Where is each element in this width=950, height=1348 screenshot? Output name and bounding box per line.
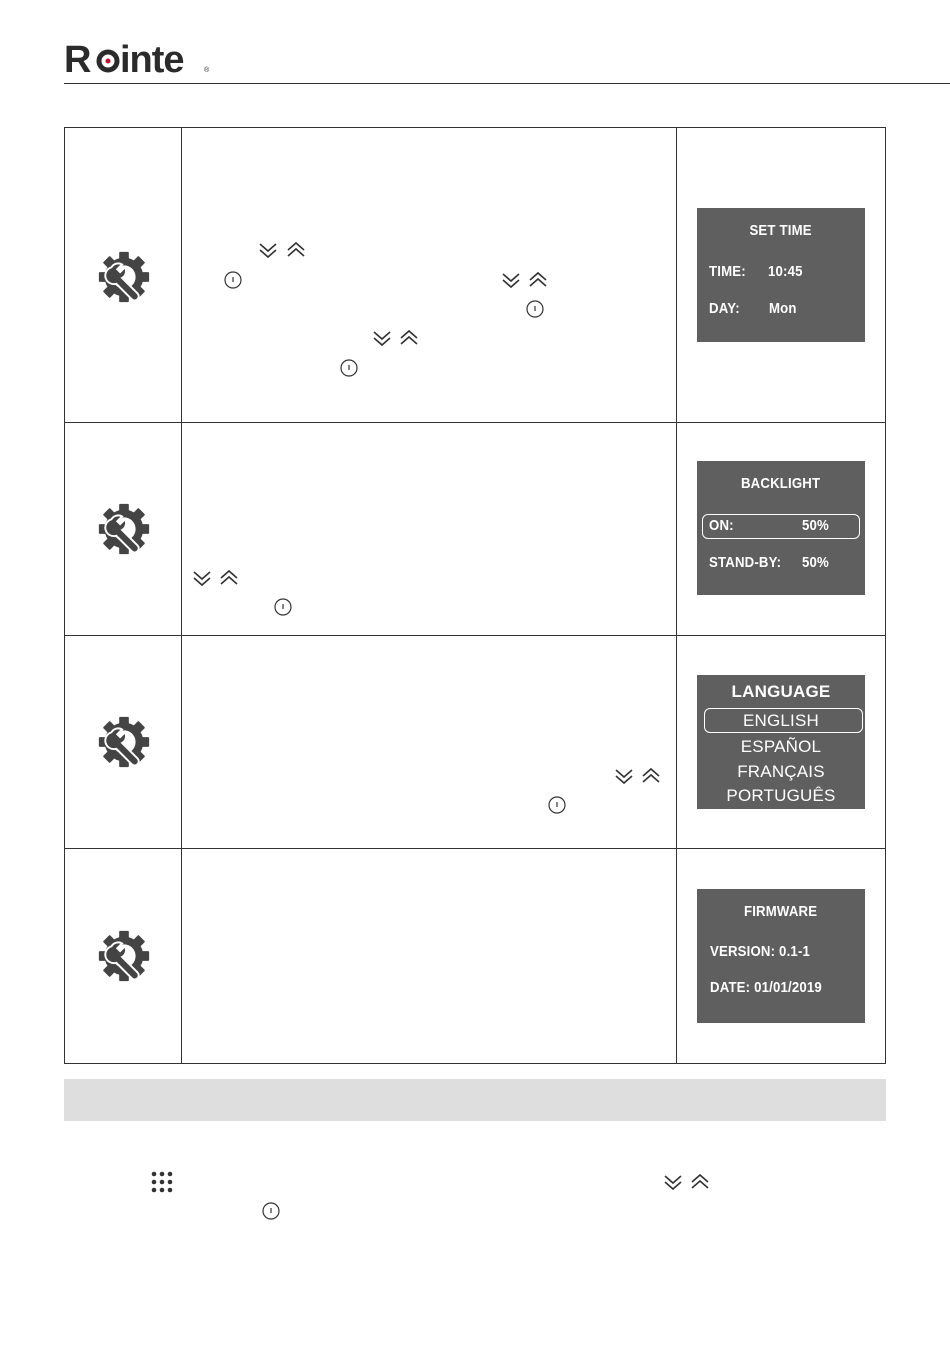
header-divider [64, 83, 950, 84]
row-screen-cell [677, 849, 885, 1063]
row-screen-cell [677, 636, 885, 848]
power-button-icon [548, 796, 566, 814]
settings-table [64, 127, 886, 1064]
power-button-icon [262, 1202, 280, 1220]
table-row-set-time [65, 128, 885, 423]
lcd-title: LANGUAGE [731, 682, 831, 701]
chevron-up-icon [286, 240, 306, 260]
lcd-label: ON: [709, 517, 734, 534]
lcd-screen-language [697, 675, 865, 809]
row-text-cell [182, 423, 677, 635]
row-text-cell [182, 849, 677, 1063]
power-button-icon [274, 598, 292, 616]
lcd-title: FIRMWARE [743, 903, 818, 920]
chevron-up-icon [528, 270, 548, 290]
gear-wrench-icon [95, 248, 153, 306]
language-option[interactable]: PORTUGUÊS [726, 786, 836, 805]
chevron-up-icon [399, 328, 419, 348]
lcd-label: STAND-BY: [709, 554, 782, 571]
gear-wrench-icon [95, 713, 153, 771]
lcd-value: 10:45 [768, 263, 803, 280]
gear-wrench-icon [95, 500, 153, 558]
row-icon-cell [65, 849, 182, 1063]
chevron-up-icon [219, 568, 239, 588]
keypad-grid-icon [151, 1171, 173, 1193]
table-row-backlight [65, 423, 885, 636]
gear-wrench-icon [95, 927, 153, 985]
language-option[interactable]: ENGLISH [742, 711, 820, 730]
lcd-screen-firmware [697, 889, 865, 1023]
lcd-date: DATE: 01/01/2019 [710, 979, 822, 996]
power-button-icon [224, 271, 242, 289]
chevron-down-icon [258, 240, 278, 260]
language-option[interactable]: FRANÇAIS [737, 762, 825, 781]
chevron-up-icon [690, 1172, 710, 1192]
row-icon-cell [65, 128, 182, 422]
table-row-firmware [65, 849, 885, 1063]
row-icon-cell [65, 636, 182, 848]
lcd-label: DAY: [709, 300, 740, 317]
chevron-down-icon [663, 1172, 683, 1192]
lcd-version: VERSION: 0.1-1 [710, 943, 811, 960]
lcd-screen-backlight [697, 461, 865, 595]
svg-text:®: ® [204, 67, 210, 74]
chevron-down-icon [614, 766, 634, 786]
row-screen-cell [677, 128, 885, 422]
power-button-icon [526, 300, 544, 318]
power-button-icon [340, 359, 358, 377]
lcd-label: TIME: [709, 263, 746, 280]
lcd-screen-set-time [697, 208, 865, 342]
section-heading-band [64, 1079, 886, 1121]
chevron-down-icon [372, 328, 392, 348]
language-option[interactable]: ESPAÑOL [740, 737, 822, 756]
brand-logo [64, 40, 224, 80]
lcd-value: 50% [802, 517, 829, 534]
chevron-down-icon [501, 270, 521, 290]
row-text-cell [182, 636, 677, 848]
row-screen-cell [677, 423, 885, 635]
lcd-value: Mon [769, 300, 797, 317]
table-row-language [65, 636, 885, 849]
lcd-title: BACKLIGHT [740, 475, 821, 492]
lcd-title: SET TIME [749, 222, 812, 239]
chevron-up-icon [641, 766, 661, 786]
svg-text:R: R [64, 40, 91, 80]
chevron-down-icon [192, 568, 212, 588]
lcd-value: 50% [802, 554, 829, 571]
svg-text:inte: inte [120, 40, 184, 80]
row-text-cell [182, 128, 677, 422]
row-icon-cell [65, 423, 182, 635]
